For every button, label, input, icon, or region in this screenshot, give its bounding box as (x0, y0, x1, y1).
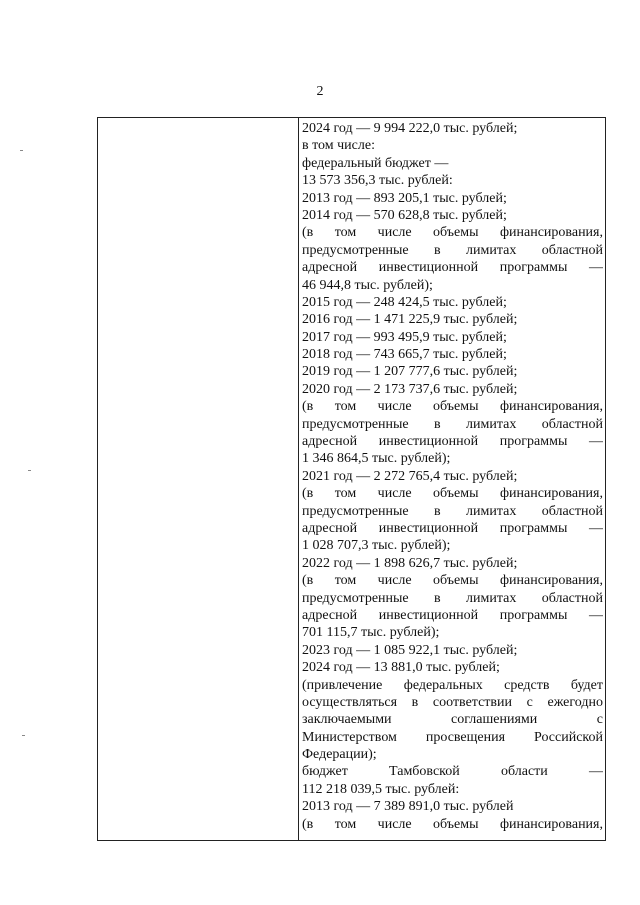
scan-mark (20, 150, 23, 151)
cell-text-line: предусмотренные в лимитах областной (302, 242, 603, 258)
cell-text-line: 1 028 707,3 тыс. рублей); (302, 538, 451, 554)
cell-text-line: 2015 год — 248 424,5 тыс. рублей; (302, 294, 507, 310)
cell-text-line: 1 346 864,5 тыс. рублей); (302, 451, 451, 467)
cell-text-line: (в том числе объемы финансирования, (302, 399, 603, 415)
cell-text-line: заключаемыми соглашениями с (302, 712, 603, 728)
cell-text-line: осуществляться в соответствии с ежегодно (302, 694, 603, 710)
scan-mark (22, 735, 25, 736)
cell-text-line: 2023 год — 1 085 922,1 тыс. рублей; (302, 642, 518, 658)
cell-text-line: бюджет Тамбовской области — (302, 764, 603, 780)
cell-text-line: предусмотренные в лимитах областной (302, 416, 603, 432)
cell-text-line: 2014 год — 570 628,8 тыс. рублей; (302, 207, 507, 223)
column-divider (298, 118, 299, 840)
cell-text-line: 112 218 039,5 тыс. рублей: (302, 781, 460, 797)
cell-text-line: 13 573 356,3 тыс. рублей: (302, 173, 453, 189)
cell-text-line: 2013 год — 7 389 891,0 тыс. рублей (302, 799, 514, 815)
cell-text-line: Федерации); (302, 747, 377, 763)
cell-text-line: 2018 год — 743 665,7 тыс. рублей; (302, 347, 507, 363)
cell-text-line: Министерством просвещения Российской (302, 729, 603, 745)
cell-text-line: (в том числе объемы финансирования, (302, 486, 603, 502)
cell-text-line: 2020 год — 2 173 737,6 тыс. рублей; (302, 381, 518, 397)
cell-text-line: (привлечение федеральных средств будет (302, 677, 603, 693)
cell-text-line: федеральный бюджет — (302, 155, 449, 171)
cell-text-line: (в том числе объемы финансирования, (302, 816, 603, 832)
page-number: 2 (316, 84, 324, 99)
cell-text-line: адресной инвестиционной программы — (302, 434, 603, 450)
cell-text-line: 2024 год — 9 994 222,0 тыс. рублей; (302, 121, 518, 136)
cell-text-line: 701 115,7 тыс. рублей); (302, 625, 440, 641)
cell-text-line: 46 944,8 тыс. рублей); (302, 277, 433, 293)
cell-text-line: 2022 год — 1 898 626,7 тыс. рублей; (302, 555, 518, 571)
cell-text-line: адресной инвестиционной программы — (302, 520, 603, 536)
financing-details-cell (302, 120, 603, 833)
cell-text-line: 2016 год — 1 471 225,9 тыс. рублей; (302, 312, 518, 328)
cell-text-line: предусмотренные в лимитах областной (302, 590, 603, 606)
cell-text-line: адресной инвестиционной программы — (302, 260, 603, 276)
cell-text-line: 2013 год — 893 205,1 тыс. рублей; (302, 190, 507, 206)
scan-mark (28, 470, 31, 471)
cell-text-line: предусмотренные в лимитах областной (302, 503, 603, 519)
financing-table (97, 117, 606, 841)
cell-text-line: (в том числе объемы финансирования, (302, 225, 603, 241)
cell-text-line: в том числе: (302, 138, 375, 154)
cell-text-line: 2021 год — 2 272 765,4 тыс. рублей; (302, 468, 518, 484)
cell-text-line: адресной инвестиционной программы — (302, 607, 603, 623)
cell-text-line: 2024 год — 13 881,0 тыс. рублей; (302, 660, 500, 676)
cell-text-line: 2017 год — 993 495,9 тыс. рублей; (302, 329, 507, 345)
cell-text-line: (в том числе объемы финансирования, (302, 573, 603, 589)
cell-text-line: 2019 год — 1 207 777,6 тыс. рублей; (302, 364, 518, 380)
